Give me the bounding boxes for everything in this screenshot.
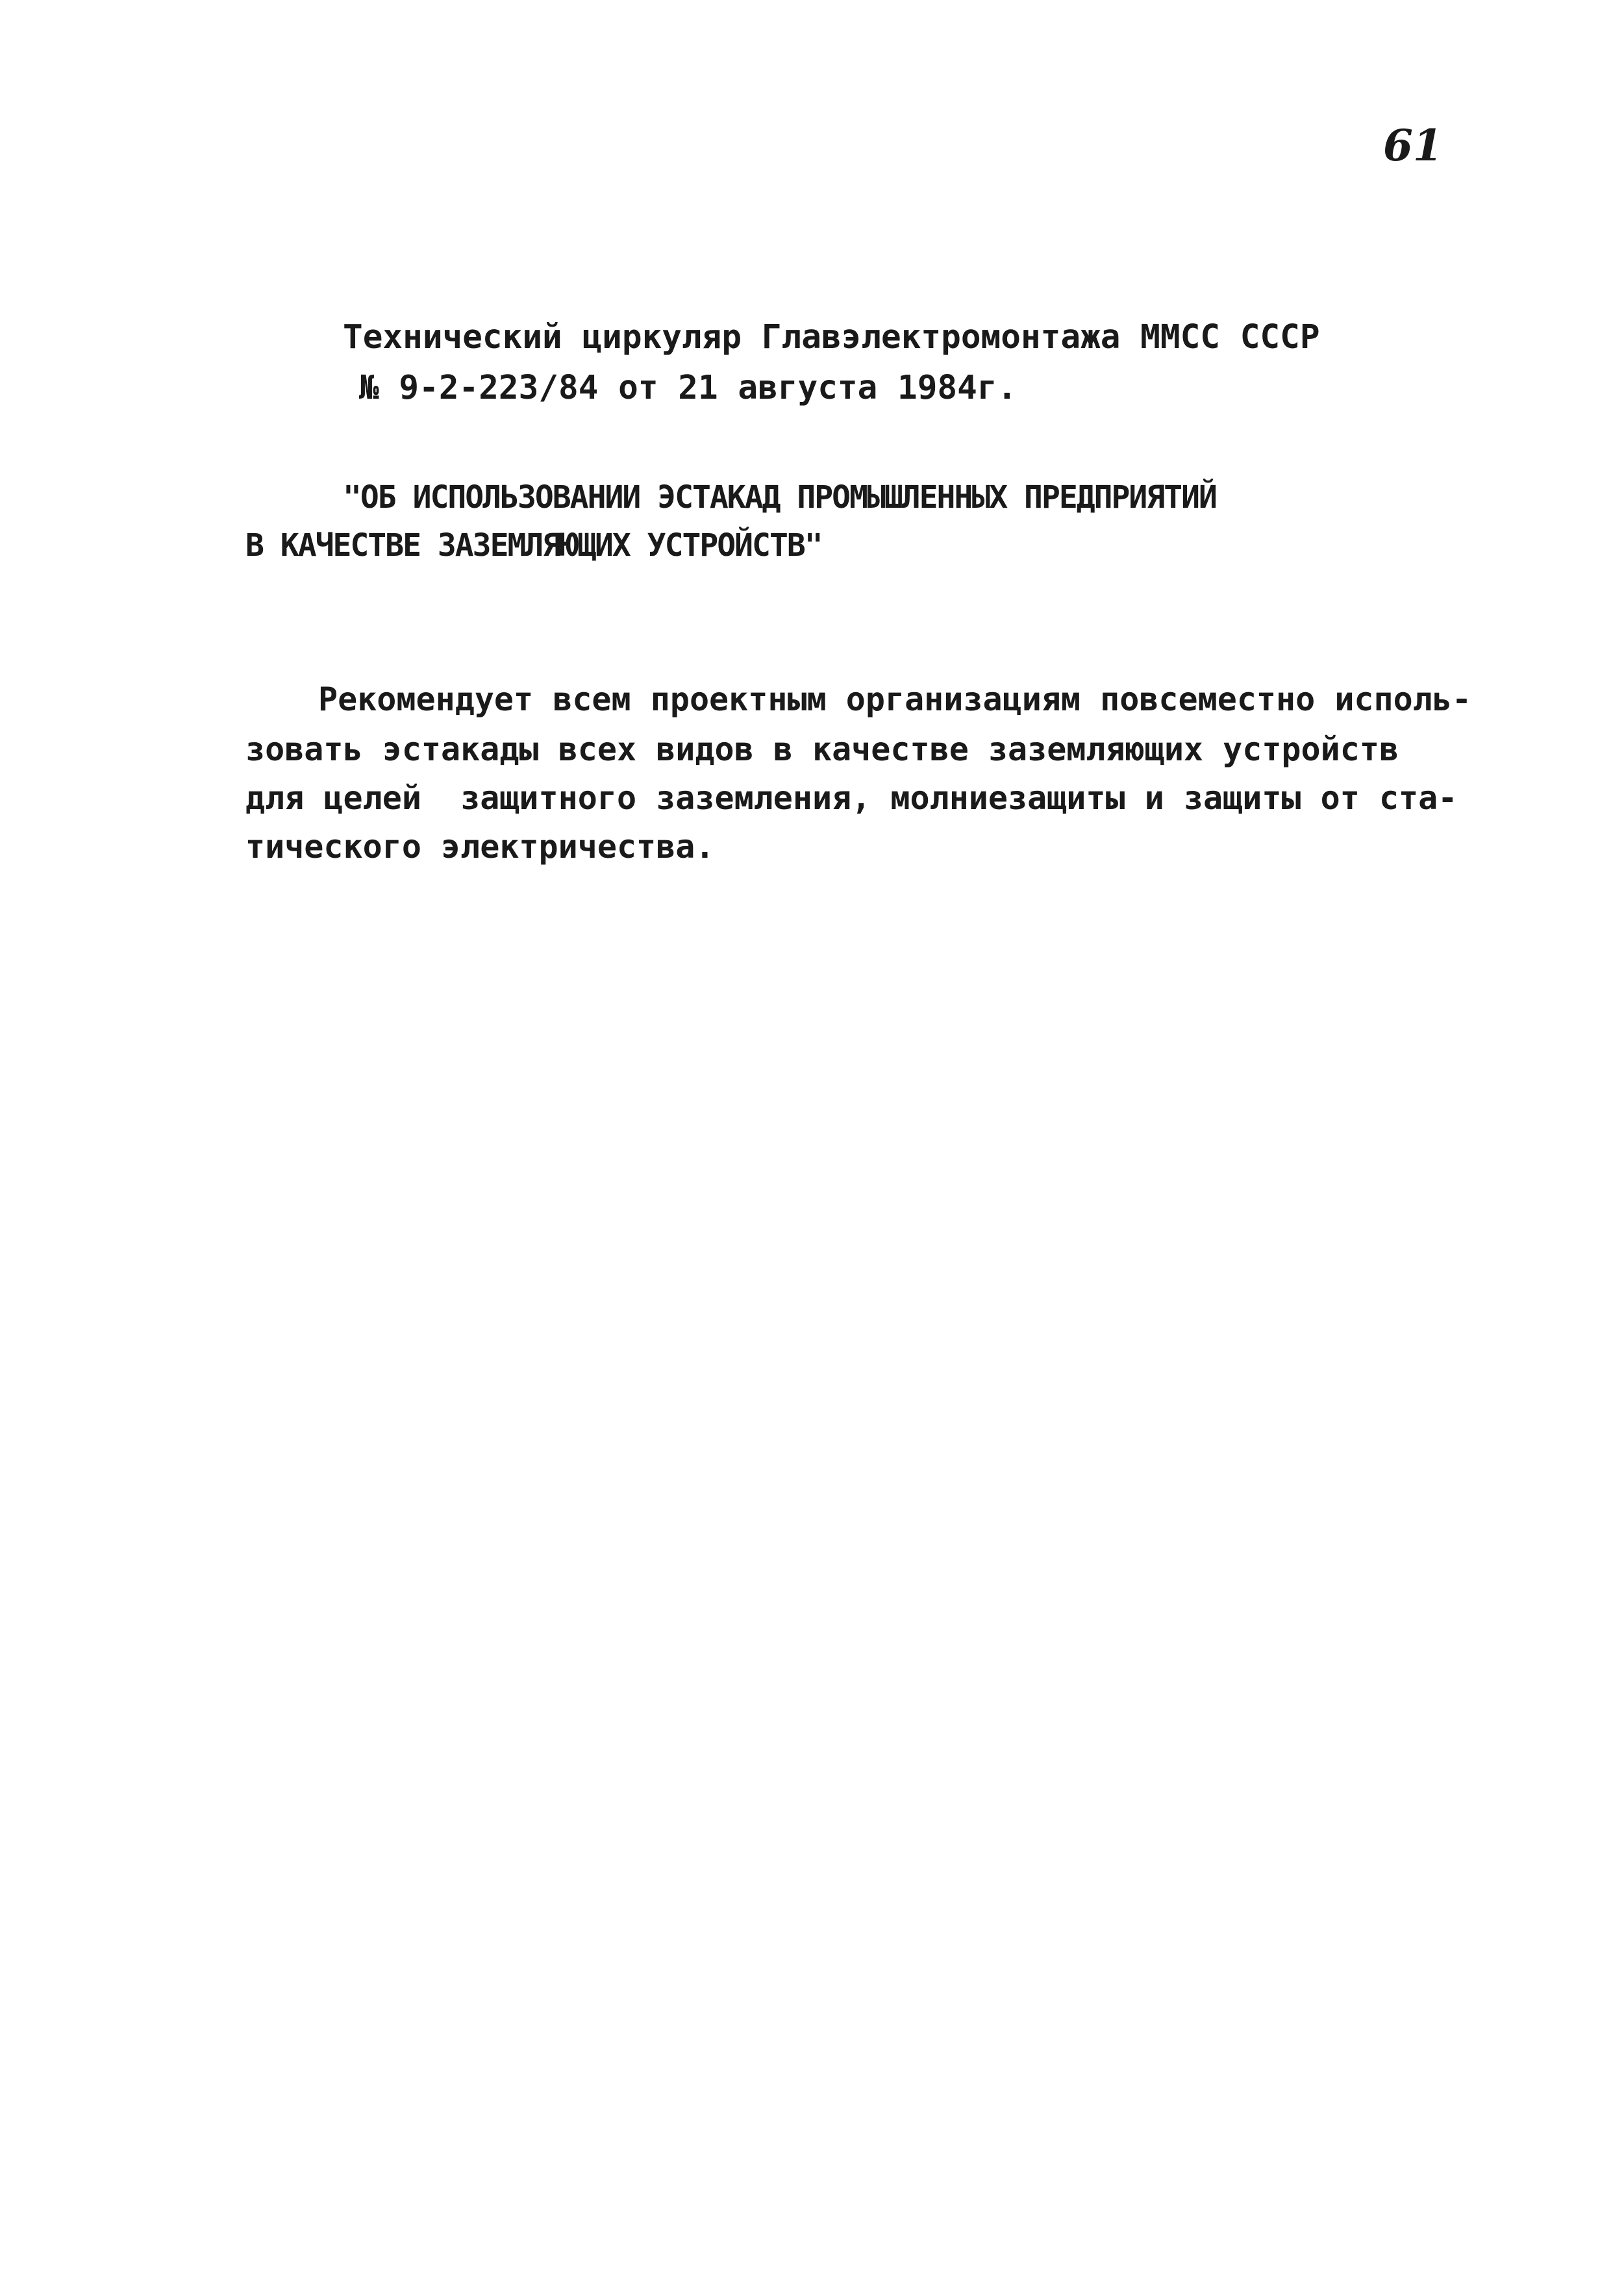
body-line-2: зовать эстакады всех видов в качестве заземляющих устройств	[245, 730, 1399, 768]
title-line-1: "ОБ ИСПОЛЬЗОВАНИИ ЭСТАКАД ПРОМЫШЛЕННЫХ ПРЕДПРИЯТИЙ	[343, 479, 1216, 516]
body-line-3: для целей защитного заземления, молниезащиты и защиты от ста-	[245, 779, 1458, 817]
header-line-2: № 9-2-223/84 от 21 августа 1984г.	[359, 369, 1018, 407]
body-line-1: Рекомендует всем проектным организациям повсеместно исполь-	[318, 681, 1472, 718]
title-line-2: В КАЧЕСТВЕ ЗАЗЕМЛЯЮЩИХ УСТРОЙСТВ"	[245, 527, 822, 564]
page-number: 61	[1383, 120, 1443, 171]
body-line-4: тического электричества.	[245, 828, 715, 866]
header-line-1: Технический циркуляр Главэлектромонтажа ММСС СССР	[343, 318, 1320, 356]
